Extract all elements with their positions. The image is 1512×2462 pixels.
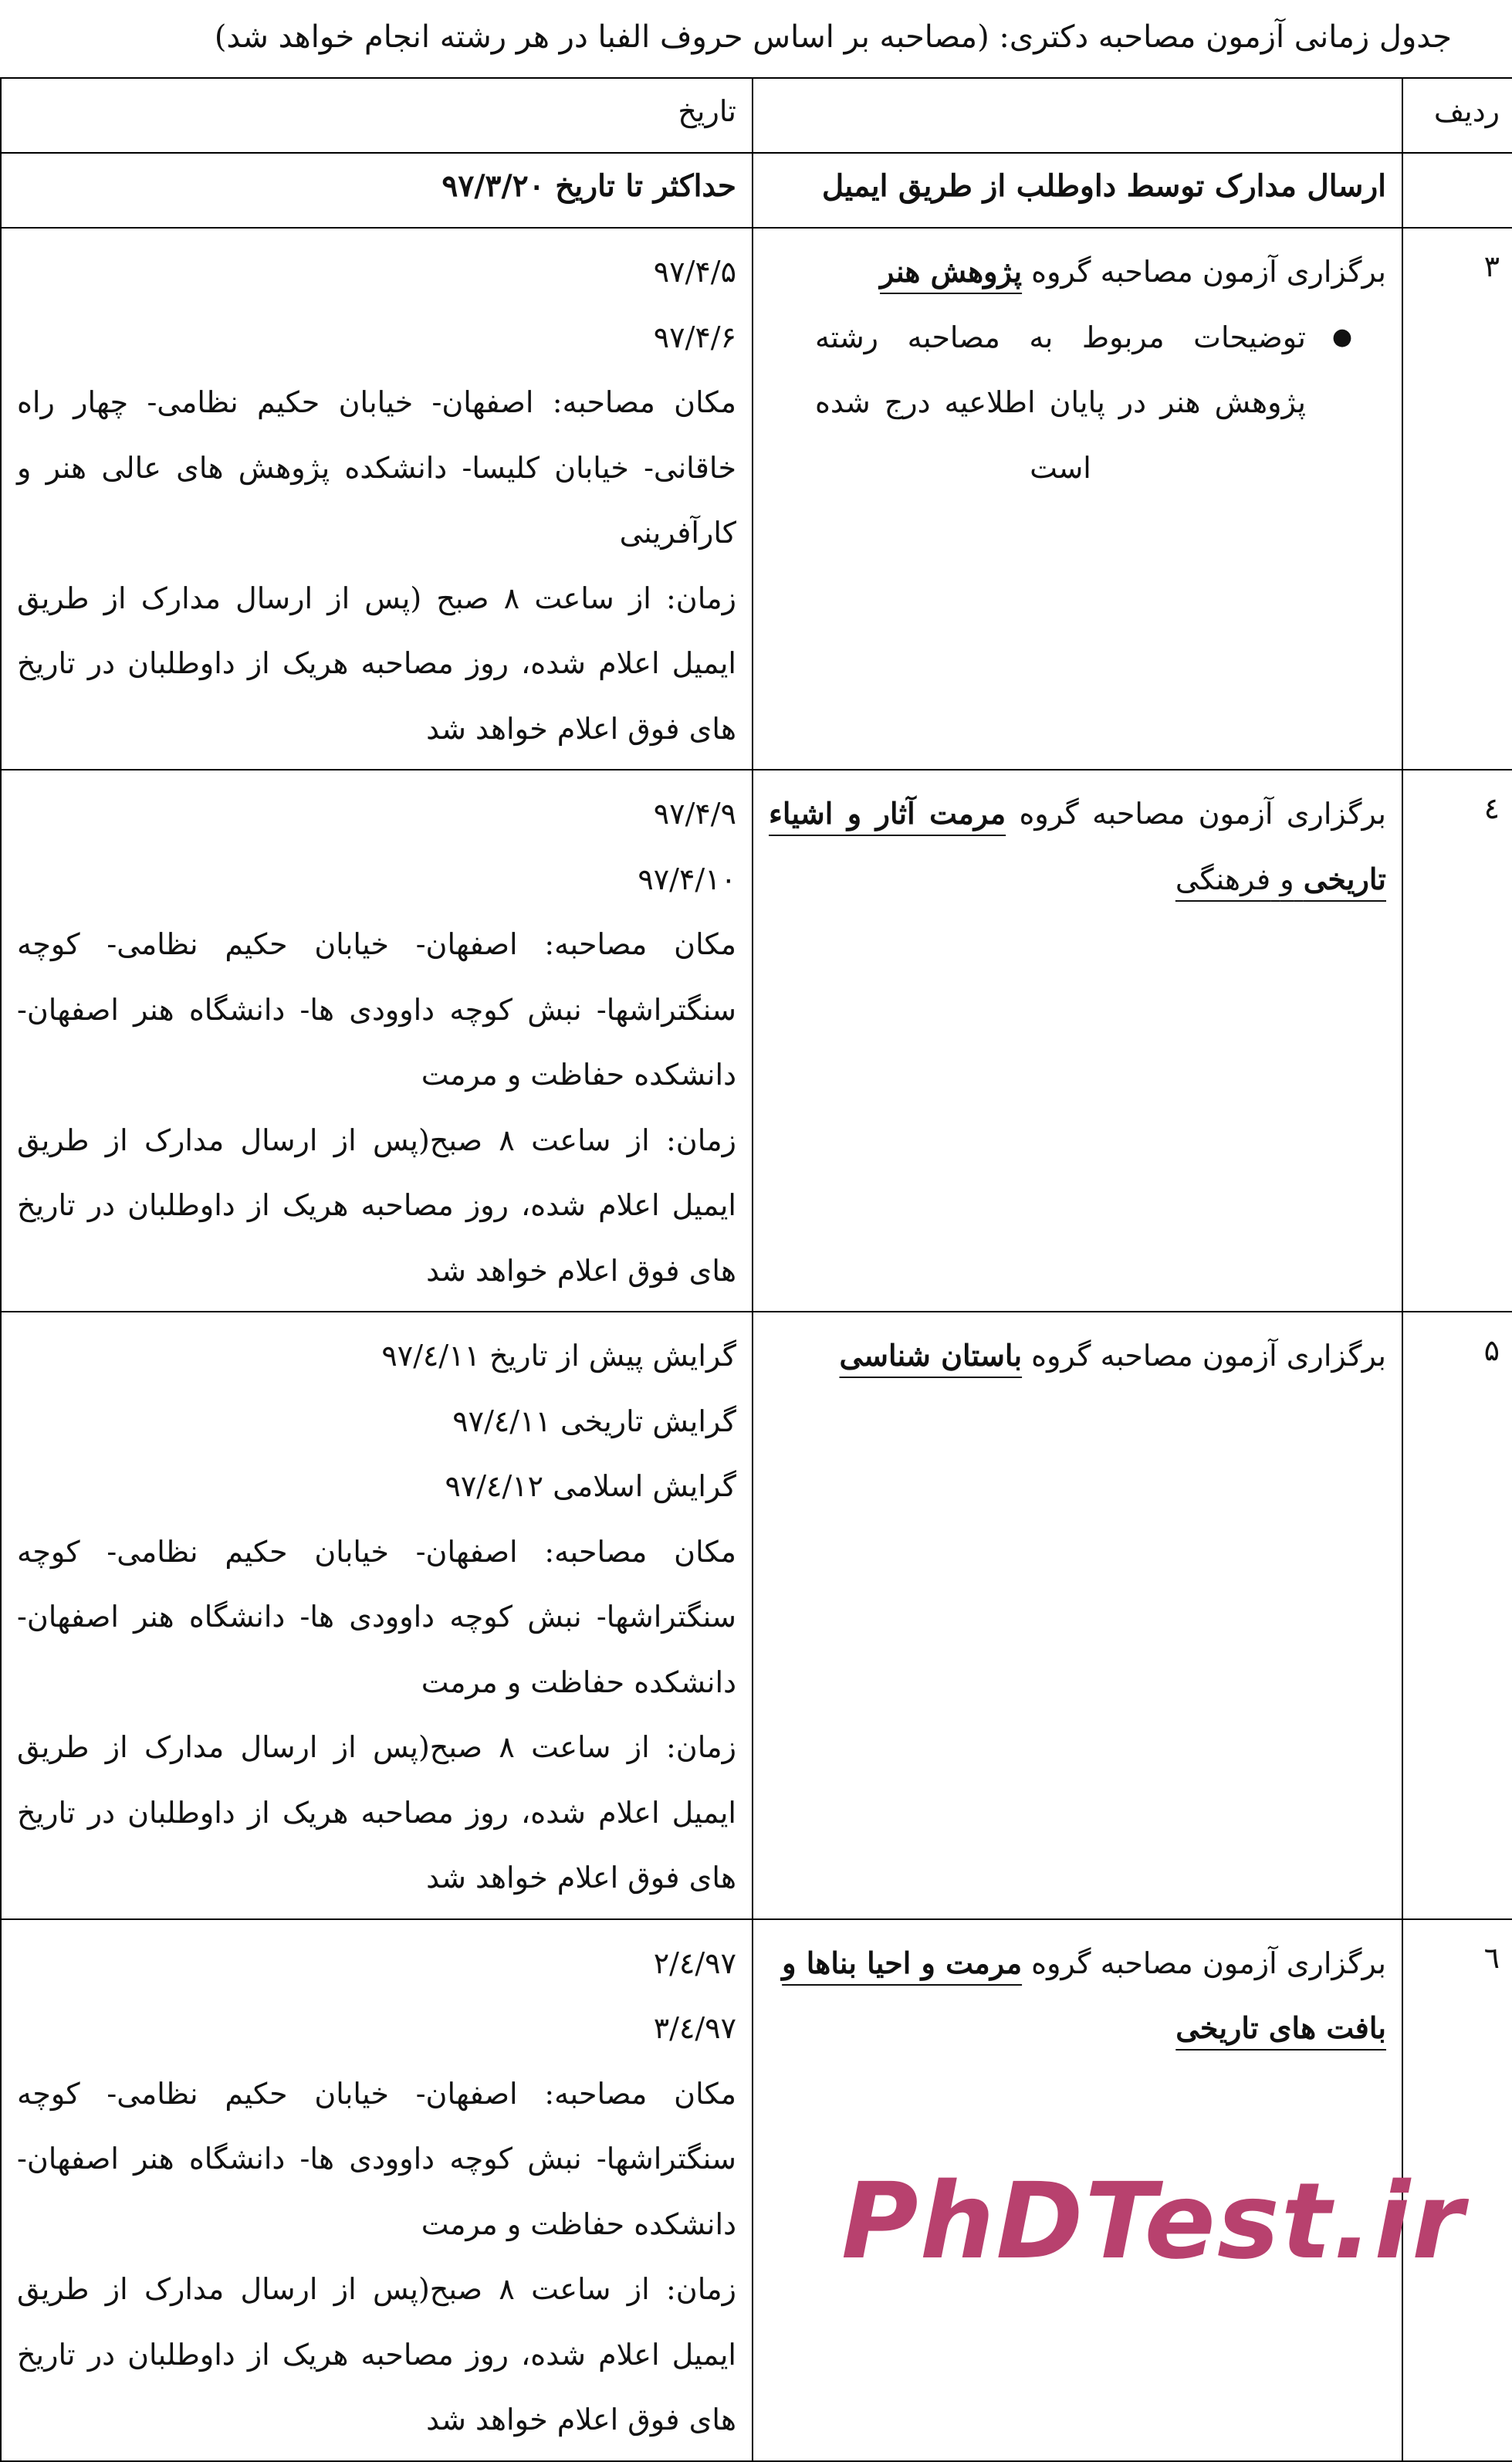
row-description-cell: ارسال مدارک توسط داوطلب از طریق ایمیل [753, 153, 1402, 228]
table-row-submit [1, 153, 1512, 228]
group-prefix: برگزاری آزمون مصاحبه گروه [1031, 1339, 1386, 1373]
group-name: پژوهش هنر [879, 254, 1023, 289]
group-name: مرمت آثار و اشیاء [769, 796, 1006, 831]
bullet-icon: ● [1331, 323, 1352, 351]
date-line: ۹۷/۴/۶ [653, 320, 736, 354]
row-number: ۳ [1483, 249, 1500, 283]
time-text: زمان: از ساعت ۸ صبح (پس از ارسال مدارک از طریق ایمیل اعلام شده، روز مصاحبه هریک از داوطلبان در تاریخ های فوق اعلام خواهد شد [17, 581, 736, 746]
time-text: زمان: از ساعت ۸ صبح(پس از ارسال مدارک از طریق ایمیل اعلام شده، روز مصاحبه هریک از داوطلبان در تاریخ های فوق اعلام خواهد شد [17, 2272, 736, 2437]
group-connector: و [1280, 862, 1294, 896]
header-row-number: ردیف [1402, 78, 1512, 153]
group-prefix: برگزاری آزمون مصاحبه گروه [1019, 797, 1386, 831]
group-name: باستان شناسی [839, 1338, 1023, 1373]
group-name: بافت های تاریخی [1175, 2010, 1386, 2045]
date-line: ۹۷/٤/۳ [653, 2011, 736, 2045]
date-line: ۹۷/۴/۵ [653, 255, 736, 289]
group-name: فرهنگی [1175, 862, 1271, 896]
place-text: مکان مصاحبه: اصفهان- خیابان حکیم نظامی- چهار راه خاقانی- خیابان کلیسا- دانشکده پژوهش های عالی هنر و کارآفرینی [17, 385, 736, 550]
row-number: ٤ [1483, 791, 1500, 825]
group-prefix: برگزاری آزمون مصاحبه گروه [1031, 255, 1386, 289]
note [769, 305, 1386, 501]
table-header-row [1, 78, 1512, 153]
date-line: ۹۷/٤/۲ [653, 1946, 736, 1980]
time-text: زمان: از ساعت ۸ صبح(پس از ارسال مدارک از طریق ایمیل اعلام شده، روز مصاحبه هریک از داوطلبان در تاریخ های فوق اعلام خواهد شد [17, 1123, 736, 1288]
table-row [1, 228, 1512, 770]
group-prefix: برگزاری آزمون مصاحبه گروه [1031, 1946, 1386, 1980]
note-text: توضیحات مربوط به مصاحبه رشته پژوهش هنر در پایان اطلاعیه درج شده است [815, 320, 1306, 485]
place-text: مکان مصاحبه: اصفهان- خیابان حکیم نظامی- کوچه سنگتراشها- نبش کوچه داوودی ها- دانشگاه هنر اصفهان- دانشکده حفاظت و مرمت [17, 927, 736, 1092]
place-text: مکان مصاحبه: اصفهان- خیابان حکیم نظامی- کوچه سنگتراشها- نبش کوچه داوودی ها- دانشگاه هنر اصفهان- دانشکده حفاظت و مرمت [17, 1534, 736, 1699]
header-date: تاریخ [1, 78, 753, 153]
row-number-cell [1402, 153, 1512, 228]
place-text: مکان مصاحبه: اصفهان- خیابان حکیم نظامی- کوچه سنگتراشها- نبش کوچه داوودی ها- دانشگاه هنر اصفهان- دانشکده حفاظت و مرمت [17, 2076, 736, 2241]
row-number: ٦ [1483, 1940, 1500, 1975]
date-line: ۹۷/۴/۹ [653, 797, 736, 831]
date-line: ۹۷/۴/۱۰ [638, 862, 736, 896]
table-row [1, 1312, 1512, 1919]
interview-schedule-table [0, 77, 1512, 2462]
date-line: گرایش اسلامی ۹۷/٤/۱۲ [445, 1469, 736, 1503]
row-number: ۵ [1483, 1333, 1500, 1367]
watermark-logo: PhDTest.ir [841, 2161, 1466, 2283]
date-line: گرایش پیش از تاریخ ۹۷/٤/۱۱ [381, 1339, 736, 1373]
time-text: زمان: از ساعت ۸ صبح(پس از ارسال مدارک از طریق ایمیل اعلام شده، روز مصاحبه هریک از داوطلبان در تاریخ های فوق اعلام خواهد شد [17, 1730, 736, 1895]
row-date-cell: حداکثر تا تاریخ ۹۷/۳/۲۰ [1, 153, 753, 228]
page-title: جدول زمانی آزمون مصاحبه دکتری: (مصاحبه بر اساس حروف الفبا در هر رشته انجام خواهد شد) [214, 19, 1452, 55]
table-row [1, 770, 1512, 1312]
header-description [753, 78, 1402, 153]
group-name: مرمت و احیا بناها و [782, 1945, 1023, 1980]
group-name: تاریخی [1303, 861, 1386, 896]
date-line: گرایش تاریخی ۹۷/٤/۱۱ [452, 1404, 736, 1438]
